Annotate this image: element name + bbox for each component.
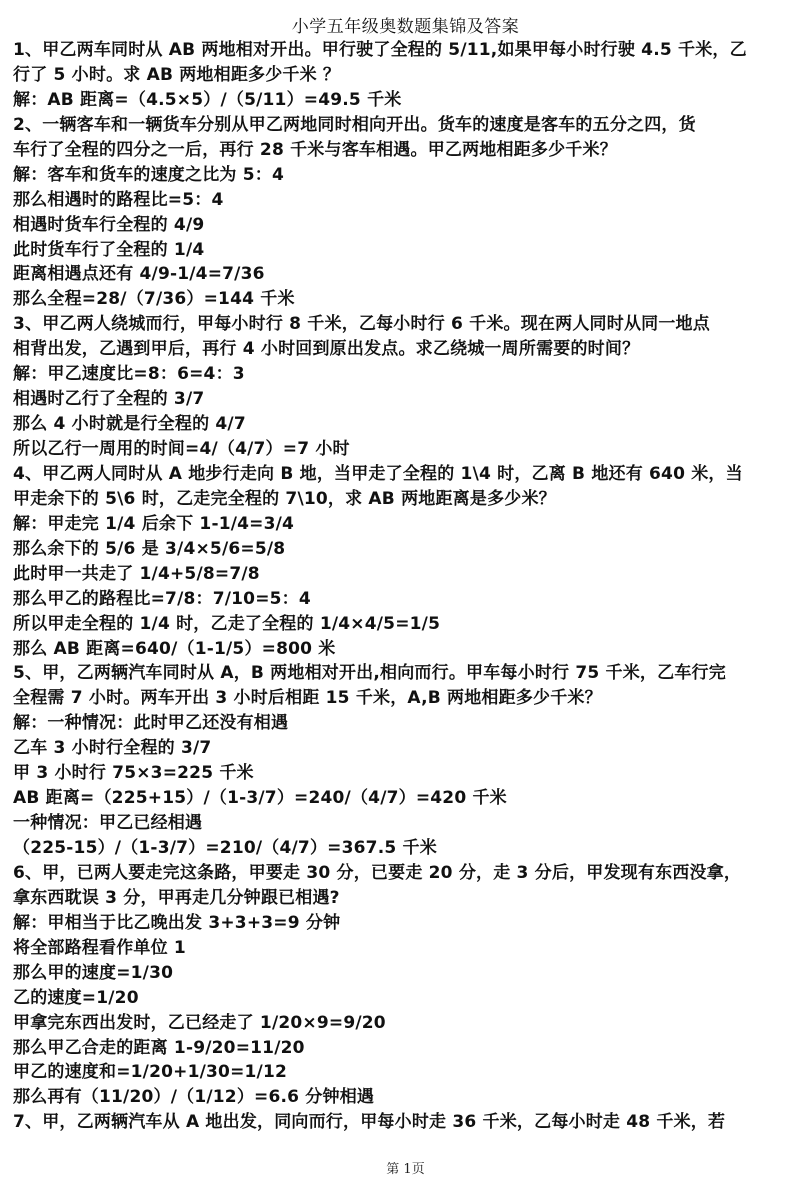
text-line: 全程需 7 小时。两车开出 3 小时后相距 15 千米，A,B 两地相距多少千米？ [13,688,602,709]
text-line: 那么 AB 距离=640/（1-1/5）=800 米 [13,638,336,659]
text-line: 7、甲，乙两辆汽车从 A 地出发，同向而行，甲每小时走 36 千米，乙每小时走 48 千米，若 [13,1112,726,1133]
text-line: 甲拿完东西出发时，乙已经走了 1/20×9=9/20 [13,1012,386,1033]
text-line: AB 距离=（225+15）/（1-3/7）=240/（4/7）=420 千米 [13,788,507,809]
text-line: 行了 5 小时。求 AB 两地相距多少千米 ？ [13,64,341,85]
document-title: 小学五年级奥数题集锦及答案 [291,17,520,37]
text-line: 那么相遇时的路程比=5：4 [13,189,224,210]
text-line: 乙车 3 小时行全程的 3/7 [13,738,212,759]
text-line: 相背出发，乙遇到甲后，再行 4 小时回到原出发点。求乙绕城一周所需要的时间？ [13,339,640,360]
text-line: （225-15）/（1-3/7）=210/（4/7）=367.5 千米 [13,838,437,858]
text-line: 解：甲相当于比乙晚出发 3+3+3=9 分钟 [13,912,341,933]
document-body [13,38,793,1135]
text-line: 解：AB 距离=（4.5×5）/（5/11）=49.5 千米 [13,89,402,110]
text-line: 乙的速度=1/20 [13,987,139,1008]
text-line: 相遇时乙行了全程的 3/7 [13,389,205,410]
text-line: 那么 4 小时就是行全程的 4/7 [13,414,246,435]
text-line: 那么再有（11/20）/（1/12）=6.6 分钟相遇 [13,1087,375,1108]
text-line: 距离相遇点还有 4/9-1/4=7/36 [13,264,265,285]
text-line: 解：一种情况：此时甲乙还没有相遇 [13,713,289,734]
text-line: 那么余下的 5/6 是 3/4×5/6=5/8 [13,538,286,559]
text-line: 6、甲，已两人要走完这条路，甲要走 30 分，已要走 20 分，走 3 分后，甲发现有东西没拿， [13,862,742,883]
text-line: 5、甲，乙两辆汽车同时从 A，B 两地相对开出,相向而行。甲车每小时行 75 千米，乙车行完 [13,663,726,684]
text-line: 那么全程=28/（7/36）=144 千米 [13,289,295,310]
text-line: 解：客车和货车的速度之比为 5：4 [13,164,284,185]
text-line: 此时货车行了全程的 1/4 [13,239,205,260]
text-line: 一种情况：甲乙已经相遇 [13,813,203,834]
text-line: 那么甲的速度=1/30 [13,962,174,983]
text-line: 所以甲走全程的 1/4 时，乙走了全程的 1/4×4/5=1/5 [13,613,441,634]
text-line: 相遇时货车行全程的 4/9 [13,214,205,235]
text-line: 那么甲乙合走的距离 1-9/20=11/20 [13,1037,305,1058]
text-line: 所以乙行一周用的时间=4/（4/7）=7 小时 [13,439,350,459]
text-line: 甲走余下的 5\6 时，乙走完全程的 7\10，求 AB 两地距离是多少米？ [13,488,556,509]
text-line: 3、甲乙两人绕城而行，甲每小时行 8 千米，乙每小时行 6 千米。现在两人同时从同一地点 [13,314,710,335]
text-line: 解：甲乙速度比=8：6=4：3 [13,364,245,385]
text-line: 甲 3 小时行 75×3=225 千米 [13,763,254,784]
text-line: 车行了全程的四分之一后，再行 28 千米与客车相遇。甲乙两地相距多少千米？ [13,139,617,160]
text-line: 那么甲乙的路程比=7/8：7/10=5：4 [13,588,311,609]
page-number: 第 1页 [386,1162,425,1177]
text-line: 解：甲走完 1/4 后余下 1-1/4=3/4 [13,513,295,534]
text-line: 甲乙的速度和=1/20+1/30=1/12 [13,1062,288,1083]
text-line: 2、一辆客车和一辆货车分别从甲乙两地同时相向开出。货车的速度是客车的五分之四，货 [13,114,696,135]
text-line: 将全部路程看作单位 1 [13,937,186,958]
text-line: 此时甲一共走了 1/4+5/8=7/8 [13,563,260,584]
text-line: 4、甲乙两人同时从 A 地步行走向 B 地，当甲走了全程的 1\4 时，乙离 B 地还有 640 米，当 [13,463,743,484]
text-line: 1、甲乙两车同时从 AB 两地相对开出。甲行驶了全程的 5/11,如果甲每小时行驶 4.5 千米，乙 [13,40,747,60]
text-line: 拿东西耽误 3 分，甲再走几分钟跟已相遇? [13,887,340,908]
